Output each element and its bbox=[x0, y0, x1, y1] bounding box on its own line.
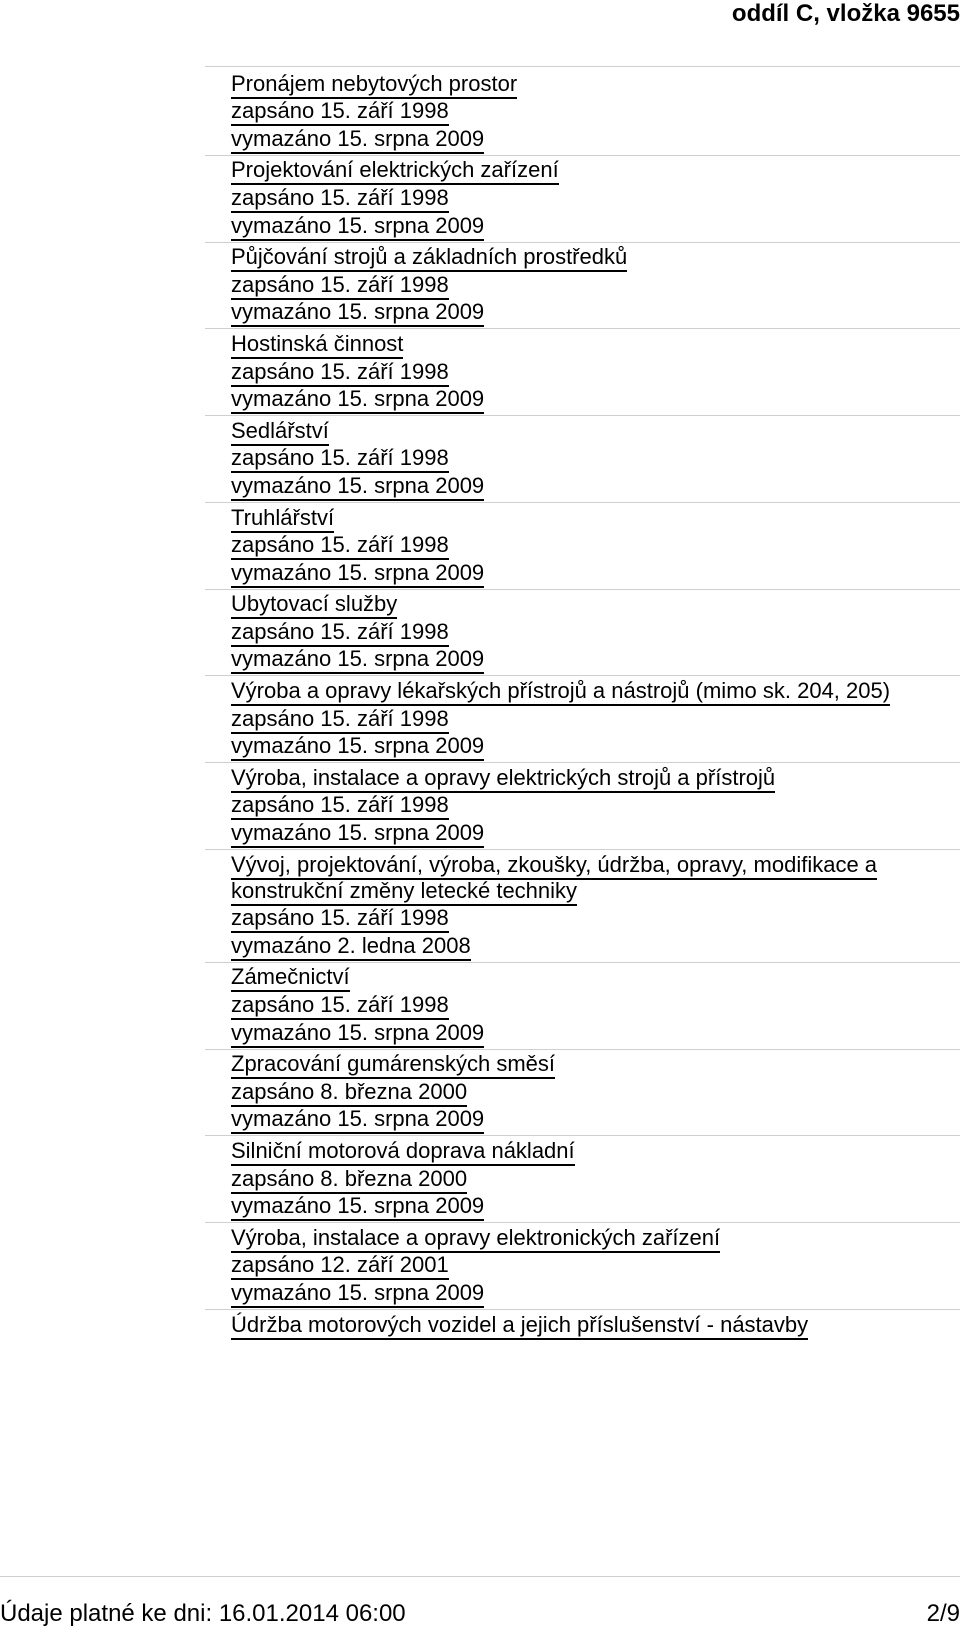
section-header: oddíl C, vložka 9655 bbox=[731, 0, 960, 27]
activity-name-line bbox=[231, 964, 960, 990]
registered-date-line bbox=[231, 905, 960, 931]
registered-date-line bbox=[231, 706, 960, 732]
deleted-date: vymazáno 15. srpna 2009 bbox=[231, 1193, 484, 1221]
activity-name-line bbox=[231, 418, 960, 444]
entry-divider bbox=[205, 415, 960, 416]
activity-name-line bbox=[231, 71, 960, 97]
activity-name-line bbox=[231, 331, 960, 357]
top-divider bbox=[205, 66, 960, 67]
deleted-date-line bbox=[231, 646, 960, 672]
deleted-date: vymazáno 15. srpna 2009 bbox=[231, 1020, 484, 1048]
entry-divider bbox=[205, 155, 960, 156]
deleted-date-line bbox=[231, 386, 960, 412]
entries-list bbox=[231, 69, 960, 1338]
activity-name: Hostinská činnost bbox=[231, 331, 403, 359]
registered-date: zapsáno 15. září 1998 bbox=[231, 445, 449, 473]
activity-name: Ubytovací služby bbox=[231, 591, 397, 619]
registered-date: zapsáno 15. září 1998 bbox=[231, 619, 449, 647]
validity-date: Údaje platné ke dni: 16.01.2014 06:00 bbox=[0, 1600, 406, 1627]
activity-name: Výroba, instalace a opravy elektrických strojů a přístrojů bbox=[231, 765, 775, 793]
deleted-date-line bbox=[231, 299, 960, 325]
activity-name-line bbox=[231, 244, 960, 270]
registered-date-line bbox=[231, 185, 960, 211]
activity-name: Truhlářství bbox=[231, 505, 334, 533]
registered-date: zapsáno 15. září 1998 bbox=[231, 98, 449, 126]
entry-divider bbox=[205, 242, 960, 243]
registered-date-line bbox=[231, 1166, 960, 1192]
deleted-date: vymazáno 15. srpna 2009 bbox=[231, 560, 484, 588]
registered-date-line bbox=[231, 272, 960, 298]
deleted-date-line bbox=[231, 1106, 960, 1132]
registered-date: zapsáno 15. září 1998 bbox=[231, 905, 449, 933]
deleted-date-line bbox=[231, 213, 960, 239]
registered-date: zapsáno 15. září 1998 bbox=[231, 359, 449, 387]
activity-name-line bbox=[231, 1225, 960, 1251]
registered-date: zapsáno 12. září 2001 bbox=[231, 1252, 449, 1280]
activity-name: Půjčování strojů a základních prostředků bbox=[231, 244, 627, 272]
entry-divider bbox=[205, 849, 960, 850]
registered-date-line bbox=[231, 992, 960, 1018]
list-item bbox=[231, 157, 960, 242]
entry-divider bbox=[205, 1049, 960, 1050]
list-item bbox=[231, 244, 960, 329]
registered-date: zapsáno 15. září 1998 bbox=[231, 532, 449, 560]
registered-date-line bbox=[231, 1079, 960, 1105]
entry-divider bbox=[205, 328, 960, 329]
list-item bbox=[231, 591, 960, 676]
deleted-date-line bbox=[231, 733, 960, 759]
entry-divider bbox=[205, 675, 960, 676]
deleted-date: vymazáno 15. srpna 2009 bbox=[231, 299, 484, 327]
activity-name-line bbox=[231, 1312, 960, 1338]
deleted-date-line bbox=[231, 1020, 960, 1046]
registered-date-line bbox=[231, 792, 960, 818]
registered-date: zapsáno 8. března 2000 bbox=[231, 1166, 467, 1194]
registered-date: zapsáno 15. září 1998 bbox=[231, 792, 449, 820]
registered-date: zapsáno 15. září 1998 bbox=[231, 272, 449, 300]
list-item bbox=[231, 71, 960, 156]
registered-date: zapsáno 8. března 2000 bbox=[231, 1079, 467, 1107]
deleted-date: vymazáno 15. srpna 2009 bbox=[231, 1106, 484, 1134]
list-item bbox=[231, 1225, 960, 1310]
entry-divider bbox=[205, 1135, 960, 1136]
list-item bbox=[231, 852, 960, 963]
list-item bbox=[231, 1312, 960, 1338]
activity-name-line bbox=[231, 852, 960, 904]
deleted-date-line bbox=[231, 820, 960, 846]
registered-date-line bbox=[231, 532, 960, 558]
registered-date-line bbox=[231, 445, 960, 471]
entry-divider bbox=[205, 1309, 960, 1310]
activity-name: Výroba a opravy lékařských přístrojů a nástrojů (mimo sk. 204, 205) bbox=[231, 678, 890, 706]
activity-name: Zpracování gumárenských směsí bbox=[231, 1051, 555, 1079]
deleted-date: vymazáno 15. srpna 2009 bbox=[231, 1280, 484, 1308]
deleted-date: vymazáno 15. srpna 2009 bbox=[231, 473, 484, 501]
activity-name: Vývoj, projektování, výroba, zkoušky, údržba, opravy, modifikace a konstrukční změny letecké techniky bbox=[231, 852, 877, 906]
list-item bbox=[231, 1138, 960, 1223]
deleted-date-line bbox=[231, 933, 960, 959]
deleted-date-line bbox=[231, 126, 960, 152]
entry-divider bbox=[205, 589, 960, 590]
deleted-date: vymazáno 15. srpna 2009 bbox=[231, 386, 484, 414]
deleted-date: vymazáno 15. srpna 2009 bbox=[231, 646, 484, 674]
activity-name-line bbox=[231, 765, 960, 791]
deleted-date: vymazáno 2. ledna 2008 bbox=[231, 933, 471, 961]
activity-name: Zámečnictví bbox=[231, 964, 350, 992]
registered-date-line bbox=[231, 359, 960, 385]
deleted-date: vymazáno 15. srpna 2009 bbox=[231, 126, 484, 154]
list-item bbox=[231, 331, 960, 416]
registered-date: zapsáno 15. září 1998 bbox=[231, 992, 449, 1020]
registered-date: zapsáno 15. září 1998 bbox=[231, 185, 449, 213]
registered-date-line bbox=[231, 98, 960, 124]
activity-name: Sedlářství bbox=[231, 418, 329, 446]
activity-name-line bbox=[231, 1138, 960, 1164]
activity-name: Výroba, instalace a opravy elektronických zařízení bbox=[231, 1225, 720, 1253]
activity-name: Silniční motorová doprava nákladní bbox=[231, 1138, 575, 1166]
activity-name-line bbox=[231, 1051, 960, 1077]
activity-name-line bbox=[231, 505, 960, 531]
entry-divider bbox=[205, 502, 960, 503]
entry-divider bbox=[205, 962, 960, 963]
activity-name: Údržba motorových vozidel a jejich příslušenství - nástavby bbox=[231, 1312, 808, 1340]
list-item bbox=[231, 765, 960, 850]
activity-name-line bbox=[231, 591, 960, 617]
footer-divider bbox=[0, 1576, 960, 1577]
deleted-date: vymazáno 15. srpna 2009 bbox=[231, 820, 484, 848]
list-item bbox=[231, 1051, 960, 1136]
deleted-date-line bbox=[231, 560, 960, 586]
list-item bbox=[231, 964, 960, 1049]
deleted-date-line bbox=[231, 473, 960, 499]
page-number: 2/9 bbox=[926, 1600, 960, 1627]
activity-name-line bbox=[231, 157, 960, 183]
entry-divider bbox=[205, 762, 960, 763]
deleted-date-line bbox=[231, 1280, 960, 1306]
registered-date: zapsáno 15. září 1998 bbox=[231, 706, 449, 734]
deleted-date: vymazáno 15. srpna 2009 bbox=[231, 733, 484, 761]
entry-divider bbox=[205, 1222, 960, 1223]
deleted-date: vymazáno 15. srpna 2009 bbox=[231, 213, 484, 241]
list-item bbox=[231, 678, 960, 763]
activity-name: Pronájem nebytových prostor bbox=[231, 71, 517, 99]
deleted-date-line bbox=[231, 1193, 960, 1219]
list-item bbox=[231, 418, 960, 503]
registered-date-line bbox=[231, 619, 960, 645]
activity-name: Projektování elektrických zařízení bbox=[231, 157, 559, 185]
list-item bbox=[231, 505, 960, 590]
activity-name-line bbox=[231, 678, 960, 704]
registered-date-line bbox=[231, 1252, 960, 1278]
